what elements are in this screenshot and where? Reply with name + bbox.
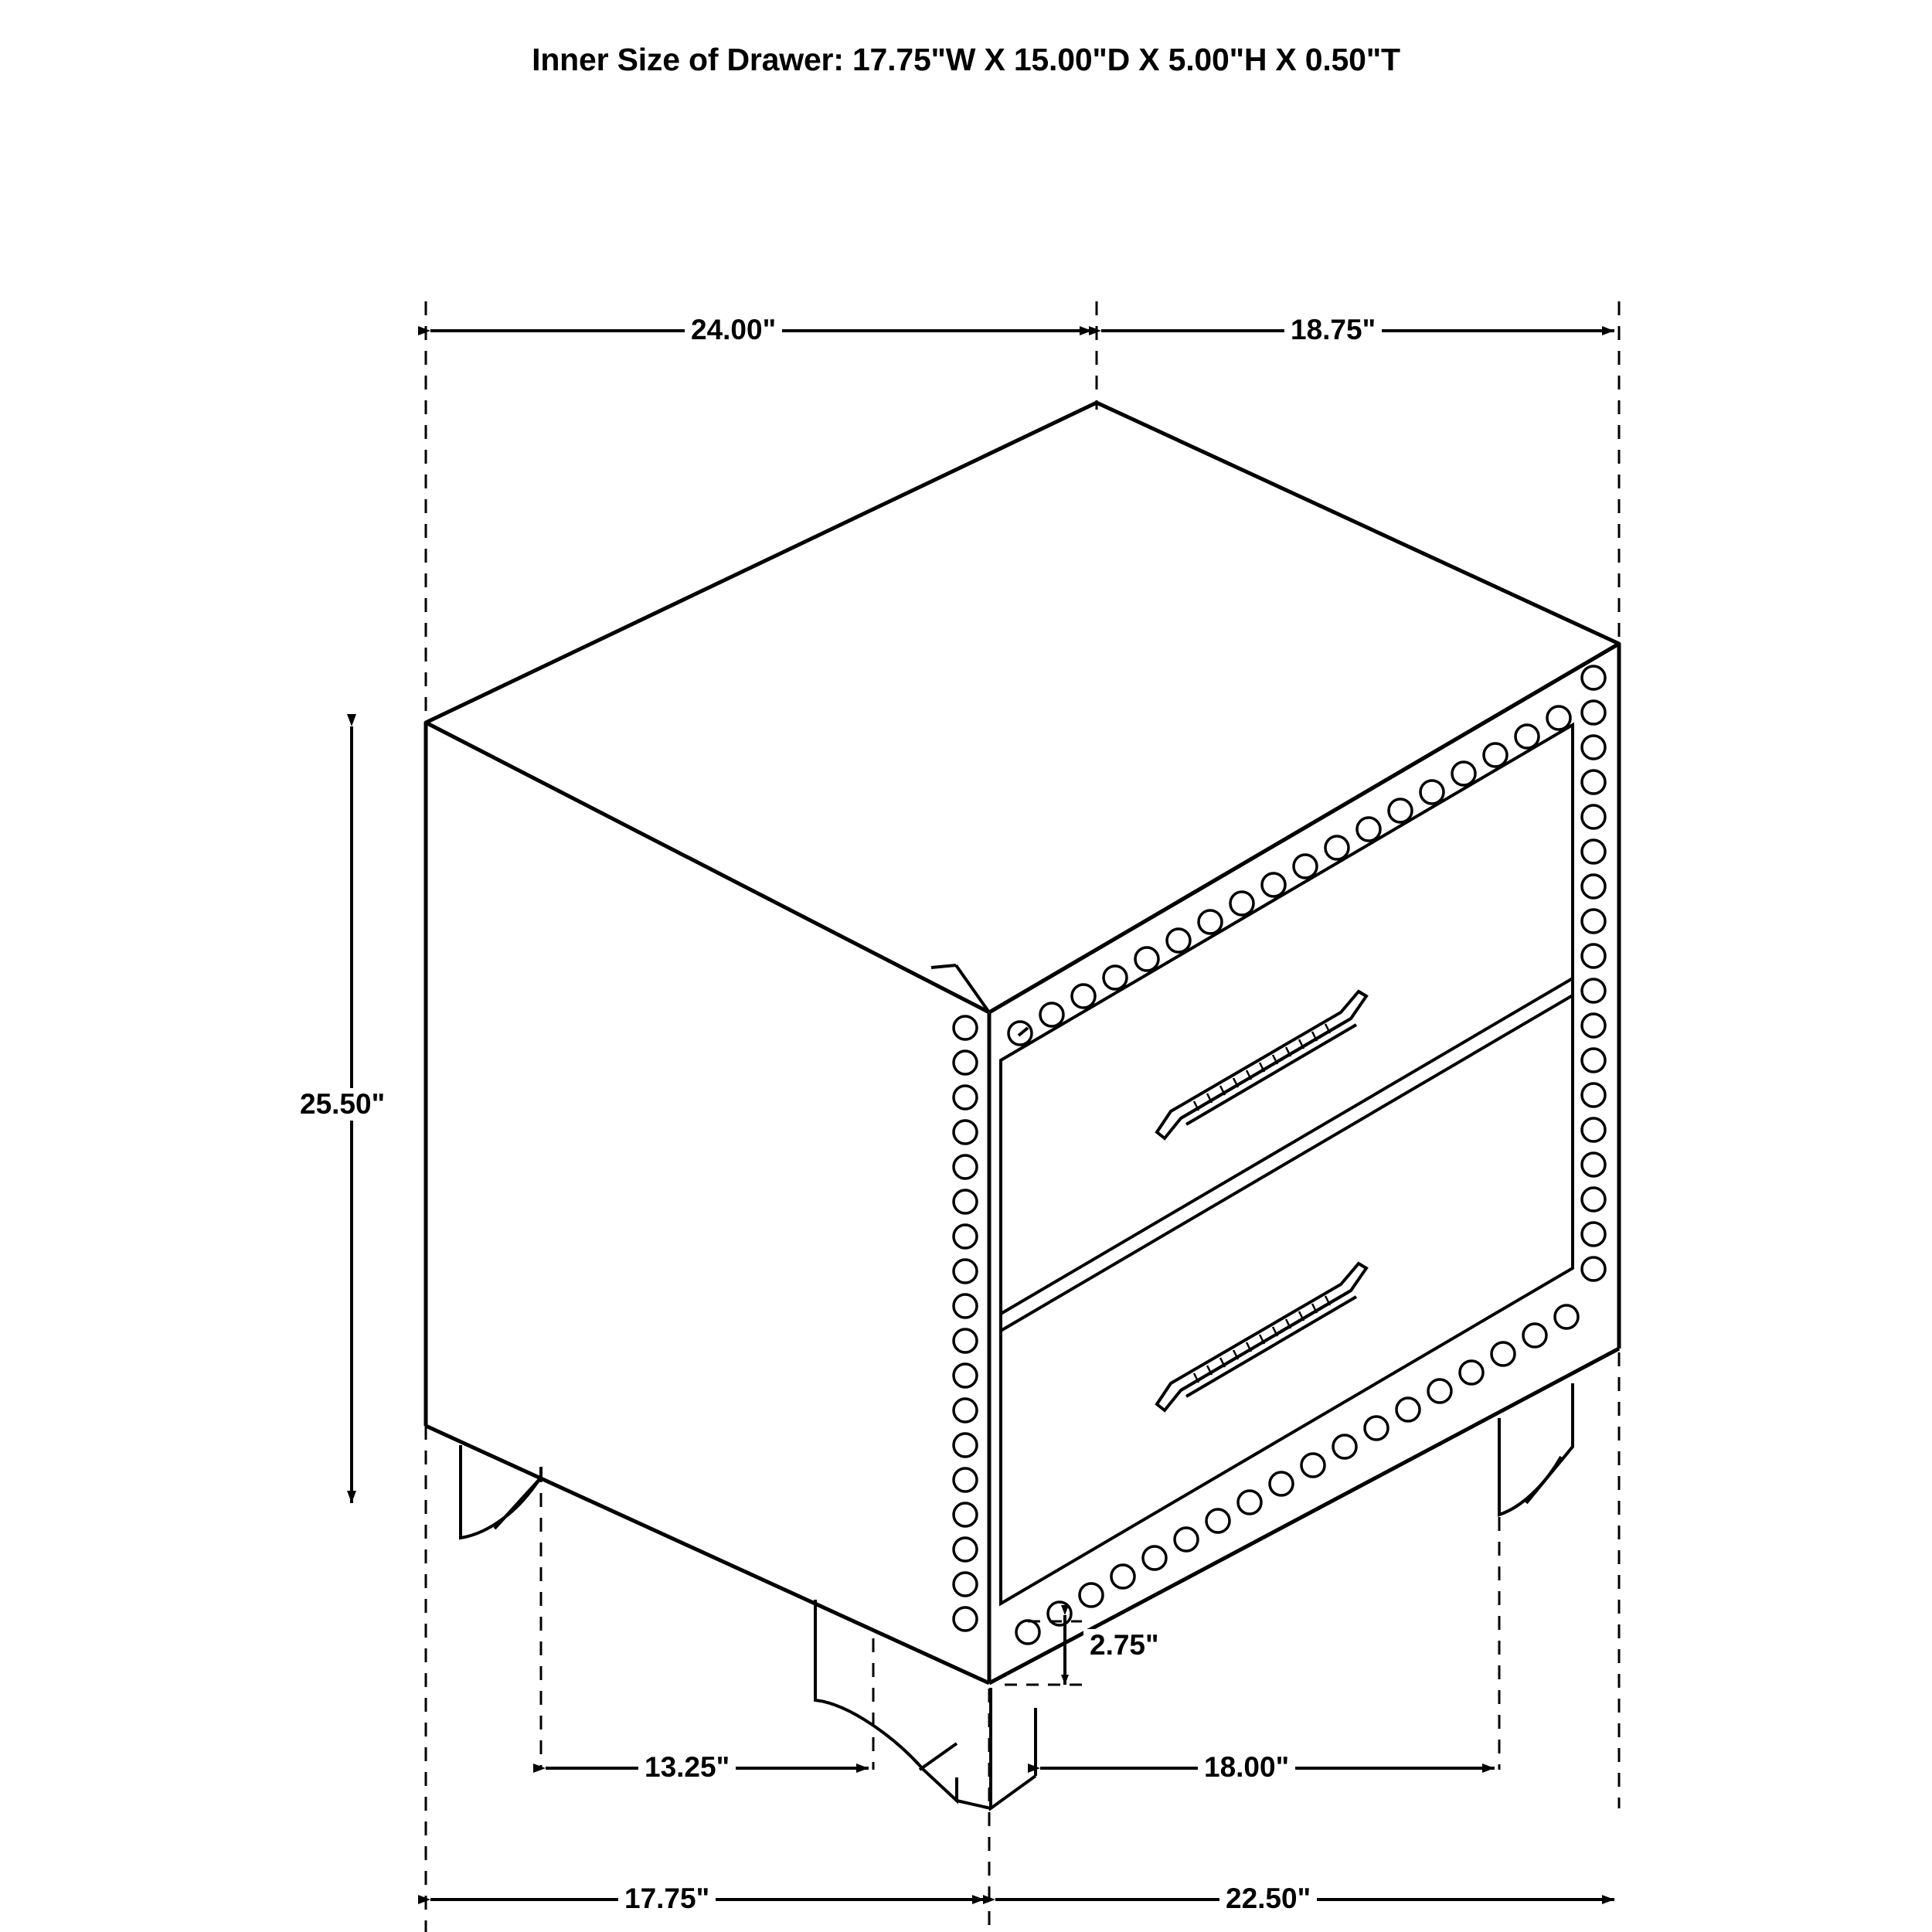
page-title: Inner Size of Drawer: 17.75"W X 15.00"D X 5.00"H X 0.50"T	[532, 42, 1400, 77]
drawer-handle-bottom	[1157, 1264, 1366, 1410]
leg-front-right	[1499, 1383, 1573, 1515]
dim-label-lower-left-inner: 13.25"	[638, 1751, 736, 1784]
dim-label-leg-height: 2.75"	[1083, 1629, 1165, 1662]
nightstand-body	[426, 403, 1619, 1683]
drawer-divider	[1001, 978, 1573, 1331]
nailhead-trim-bottom	[1016, 1305, 1578, 1644]
dim-label-top-left-width: 24.00"	[685, 314, 782, 346]
dim-label-lower-right-inner: 18.00"	[1198, 1751, 1295, 1784]
dim-label-top-right-width: 18.75"	[1284, 314, 1382, 346]
nailhead-trim-right-edge	[1582, 666, 1605, 1281]
dim-label-bottom-left-width: 17.75"	[618, 1883, 716, 1915]
dim-label-bottom-right-width: 22.50"	[1219, 1883, 1317, 1915]
extension-lines	[426, 301, 1619, 1932]
nailhead-trim-left-edge	[954, 1016, 977, 1631]
leg-front-center	[815, 1600, 1036, 1808]
nailhead-trim-top	[1009, 706, 1570, 1045]
dim-label-overall-height: 25.50"	[294, 1088, 391, 1121]
